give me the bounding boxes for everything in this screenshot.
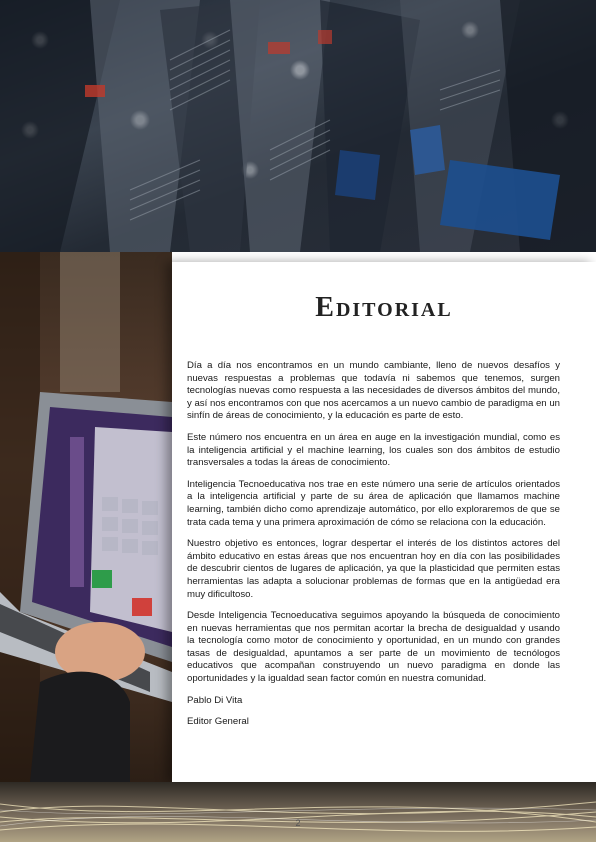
escalator-mirror-graphic: [0, 0, 596, 252]
article-body: [187, 360, 560, 738]
footer-band: [0, 782, 596, 842]
author-role: Editor General: [187, 716, 249, 728]
laptop-graphic: [0, 252, 172, 782]
laptop-photo: [0, 252, 172, 782]
author-name: Pablo Di Vita: [187, 694, 243, 706]
paragraph: Desde Inteligencia Tecnoeducativa seguimos apoyando la búsqueda de conocimiento en nuevas herramientas que nos permitan acortar la brecha de desigualdad y usando la tecnología como motor de conocimiento y oportunidad, en un mundo con grandes tasas de desigualdad, apuntamos a ser parte de un movimiento de tecnólogos educativos que acompañan construyendo un nuevo paradigma en donde las oportunidades y la igualdad sean factor común en nuestra comunidad.: [187, 610, 560, 685]
paragraph: Día a día nos encontramos en un mundo cambiante, lleno de nuevos desafíos y nuevas respuestas a problemas que todavía ni sabemos que tenemos, surgen tecnologías nuevas como respuesta a las necesidades de diversos ámbitos del mundo, y así nos encontramos con que nos acercamos a un nuevo cambio de paradigma en un sinfín de áreas de conocimiento, y la educación es parte de esto.: [187, 360, 560, 422]
paragraph: Nuestro objetivo es entonces, lograr despertar el interés de los distintos actores del ámbito educativo en estas áreas que nos encuentran hoy en día con las posibilidades de descubrir cientos de lugares de aplicación, ya que la plasticidad que permiten estas herramientas las adapta a solucionar problemas de formas que en la antigüedad era muy dificultoso.: [187, 538, 560, 600]
light-streaks-graphic: [0, 782, 596, 842]
paragraph: Inteligencia Tecnoeducativa nos trae en este número una serie de artículos orientados a la inteligencia artificial y parte de su área de aplicación que llamamos machine learning, también dicho como aprendizaje automático, por ello exploraremos de que se trata cada tema y una primera aproximación de cómo se relaciona con la educación.: [187, 478, 560, 528]
page-title: Editorial: [315, 292, 453, 323]
editorial-panel: [172, 262, 596, 782]
page-number: 2: [295, 818, 301, 828]
header-photo-escalators: [0, 0, 596, 252]
paragraph: Este número nos encuentra en un área en auge en la investigación mundial, como es la inteligencia artificial y el machine learning, los cuales son dos ámbitos de estudio transversales a todas la áreas de conocimiento.: [187, 431, 560, 469]
